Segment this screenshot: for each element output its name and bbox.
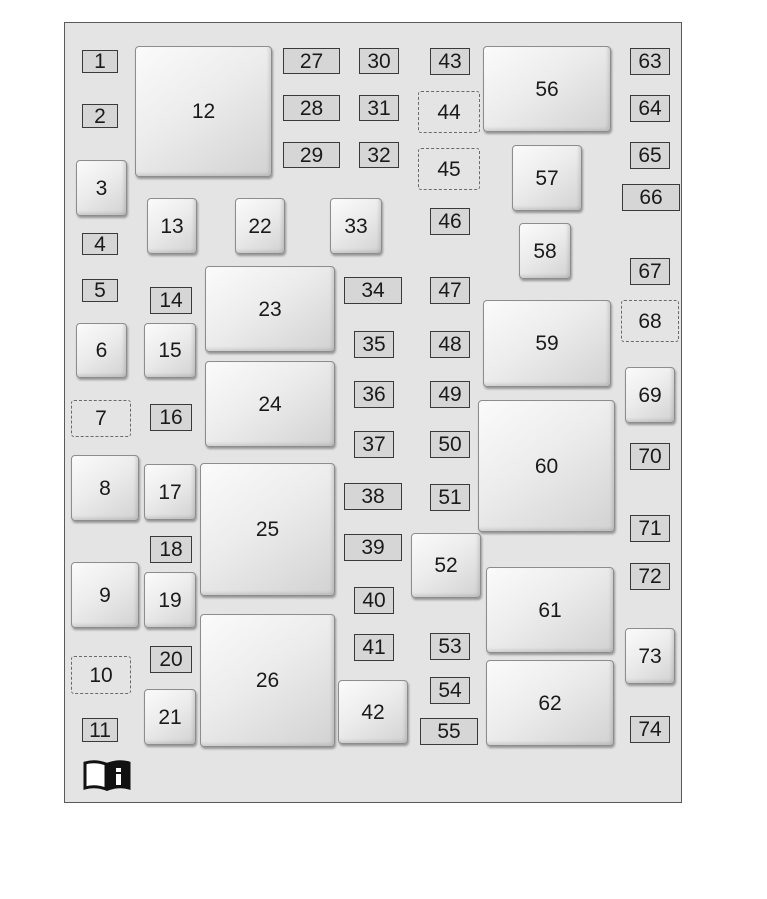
fuse-33: 33 (330, 198, 382, 254)
fuse-54: 54 (430, 677, 470, 704)
fuse-28: 28 (283, 95, 340, 121)
fuse-59: 59 (483, 300, 611, 387)
fuse-17: 17 (144, 464, 196, 520)
fuse-40: 40 (354, 587, 394, 614)
fuse-4: 4 (82, 233, 118, 255)
fuse-66: 66 (622, 184, 680, 211)
fuse-3: 3 (76, 160, 127, 216)
fuse-45: 45 (418, 148, 480, 190)
fuse-51: 51 (430, 484, 470, 511)
fuse-14: 14 (150, 287, 192, 314)
fuse-11: 11 (82, 718, 118, 742)
fuse-69: 69 (625, 367, 675, 423)
fuse-65: 65 (630, 142, 670, 169)
fuse-49: 49 (430, 381, 470, 408)
fuse-7: 7 (71, 400, 131, 437)
fuse-53: 53 (430, 633, 470, 660)
fuse-50: 50 (430, 431, 470, 458)
fuse-63: 63 (630, 48, 670, 75)
fuse-72: 72 (630, 563, 670, 590)
fuse-73: 73 (625, 628, 675, 684)
fuse-13: 13 (147, 198, 197, 254)
fuse-29: 29 (283, 142, 340, 168)
fuse-2: 2 (82, 104, 118, 128)
fuse-10: 10 (71, 656, 131, 694)
fuse-47: 47 (430, 277, 470, 304)
fuse-62: 62 (486, 660, 614, 746)
fuse-19: 19 (144, 572, 196, 628)
fuse-5: 5 (82, 279, 118, 302)
fuse-8: 8 (71, 455, 139, 521)
fuse-39: 39 (344, 534, 402, 561)
fuse-56: 56 (483, 46, 611, 132)
fuse-55: 55 (420, 718, 478, 745)
fuse-68: 68 (621, 300, 679, 342)
fuse-67: 67 (630, 258, 670, 285)
fuse-30: 30 (359, 48, 399, 74)
fuse-35: 35 (354, 331, 394, 358)
fuse-60: 60 (478, 400, 615, 532)
fuse-64: 64 (630, 95, 670, 122)
fuse-48: 48 (430, 331, 470, 358)
fuse-74: 74 (630, 716, 670, 743)
fuse-52: 52 (411, 533, 481, 598)
fuse-6: 6 (76, 323, 127, 378)
fuse-58: 58 (519, 223, 571, 279)
fuse-23: 23 (205, 266, 335, 352)
fuse-36: 36 (354, 381, 394, 408)
fuse-71: 71 (630, 515, 670, 542)
fuse-57: 57 (512, 145, 582, 211)
fuse-9: 9 (71, 562, 139, 628)
fuse-24: 24 (205, 361, 335, 447)
fuse-43: 43 (430, 48, 470, 75)
fuse-21: 21 (144, 689, 196, 745)
fuse-1: 1 (82, 50, 118, 73)
fuse-26: 26 (200, 614, 335, 747)
fuse-42: 42 (338, 680, 408, 744)
fuse-31: 31 (359, 95, 399, 121)
fuse-22: 22 (235, 198, 285, 254)
owners-manual-info-icon (82, 759, 132, 791)
fuse-37: 37 (354, 431, 394, 458)
fuse-61: 61 (486, 567, 614, 653)
fuse-20: 20 (150, 646, 192, 673)
fuse-18: 18 (150, 536, 192, 563)
fuse-38: 38 (344, 483, 402, 510)
fuse-70: 70 (630, 443, 670, 470)
fuse-16: 16 (150, 404, 192, 431)
fuse-41: 41 (354, 634, 394, 661)
fuse-25: 25 (200, 463, 335, 596)
fuse-12: 12 (135, 46, 272, 177)
fuse-15: 15 (144, 323, 196, 378)
fuse-46: 46 (430, 208, 470, 235)
fuse-44: 44 (418, 91, 480, 133)
fuse-27: 27 (283, 48, 340, 74)
fuse-32: 32 (359, 142, 399, 168)
fuse-34: 34 (344, 277, 402, 304)
